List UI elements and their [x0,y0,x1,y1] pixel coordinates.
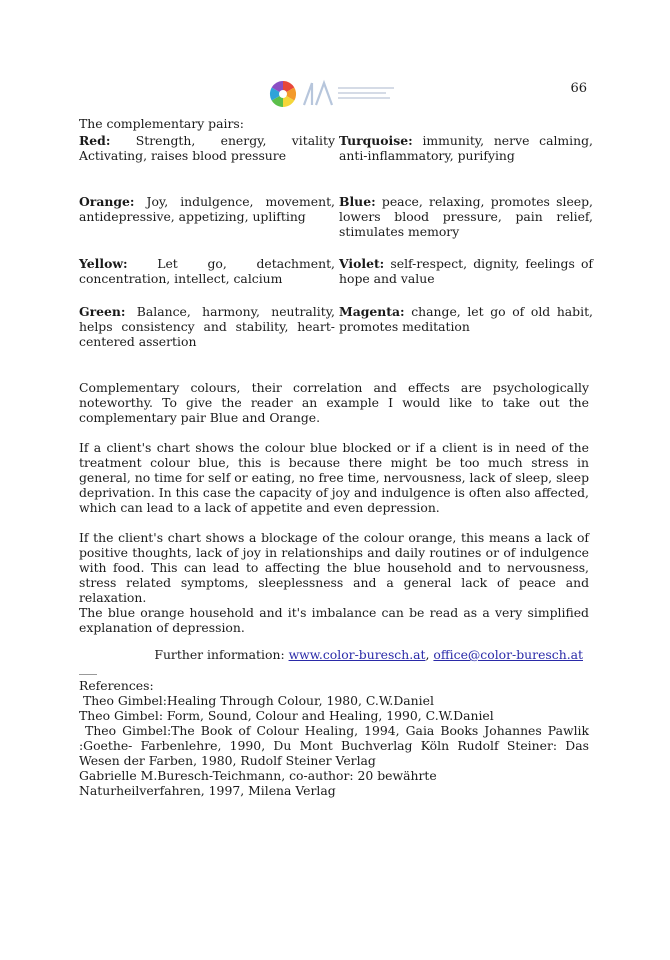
reference-item: Gabrielle M.Buresch-Teichmann, co-author: 20 bewährte [79,768,437,783]
reference-item: Naturheilverfahren, 1997, Milena Verlag [79,783,336,798]
pair-label: Magenta: [339,304,405,319]
pair-cell-magenta [339,304,593,380]
pair-text: immunity, nerve calming, anti-inflammatory, purifying [339,133,593,163]
pair-cell-violet [339,256,593,304]
paragraph-complementary: Complementary colours, their correlation and effects are psychologically noteworthy. To give the reader an example I would like to take out the complementary pair Blue and Orange. [79,380,589,425]
pair-text: Strength, energy, vitality Activating, raises blood pressure [79,133,335,163]
pair-text: Joy, indulgence, movement, antidepressive, appetizing, uplifting [79,194,335,224]
pair-label: Green: [79,304,126,319]
pair-label: Yellow: [79,256,128,271]
pair-cell-blue [339,194,593,256]
header-logo [268,79,400,109]
reference-item: Theo Gimbel:The Book of Colour Healing, 1994, Gaia Books Johannes Pawlik :Goethe- Farbenlehre, 1990, Du Mont Buchverlag Köln Rudolf Steiner: Das Wesen der Farben, 1980, Rudolf Steiner Verlag [79,723,589,768]
pair-cell-red [79,133,335,194]
website-link[interactable]: www.color-buresch.at [288,647,426,662]
pair-label: Blue: [339,194,376,209]
pair-text: Balance, harmony, neutrality, helps consistency and stability, heart-centered assertion [79,304,335,349]
paragraph-depression: The blue orange household and it's imbalance can be read as a very simplified explanation of depression. [79,605,589,635]
reference-item: Theo Gimbel:Healing Through Colour, 1980, C.W.Daniel [79,693,434,708]
pair-label: Turquoise: [339,133,413,148]
pair-cell-orange [79,194,335,256]
complementary-pairs-table [79,133,593,380]
pair-label: Red: [79,133,111,148]
divider [79,674,97,675]
link-separator: , [425,647,434,662]
paragraph-orange-blocked: If the client's chart shows a blockage of the colour orange, this means a lack of positive thoughts, lack of joy in relationships and daily routines or of indulgence with food. This can lead to affecting the blue household and to nervousness, stress related symptoms, sleeplessness and a general lack of peace and relaxation. [79,530,589,605]
reference-item: Theo Gimbel: Form, Sound, Colour and Healing, 1990, C.W.Daniel [79,708,494,723]
pair-cell-yellow [79,256,335,304]
pair-text: Let go, detachment, concentration, intellect, calcium [79,256,335,286]
pair-label: Orange: [79,194,135,209]
further-information [79,647,589,662]
pair-text: self-respect, dignity, feelings of hope and value [339,256,593,286]
references [79,678,589,798]
pairs-intro: The complementary pairs: [79,116,244,131]
page-number: 66 [570,81,587,96]
pair-cell-turquoise [339,133,593,194]
pair-text: change, let go of old habit, promotes meditation [339,304,593,334]
pair-cell-green [79,304,335,380]
references-title: References: [79,678,154,693]
further-label: Further information: [154,647,289,662]
email-link[interactable]: office@color-buresch.at [433,647,583,662]
color-wheel-logo-icon [268,79,400,109]
paragraph-blue-blocked: If a client's chart shows the colour blue blocked or if a client is in need of the treatment colour blue, this is because there might be too much stress in general, no time for self or eating, no free time, nervousness, lack of sleep, sleep deprivation. In this case the capacity of joy and indulgence is often also affected, which can lead to a lack of appetite and even depression. [79,440,589,515]
pair-text: peace, relaxing, promotes sleep, lowers blood pressure, pain relief, stimulates memory [339,194,593,239]
pair-label: Violet: [339,256,385,271]
page-content [79,116,593,798]
